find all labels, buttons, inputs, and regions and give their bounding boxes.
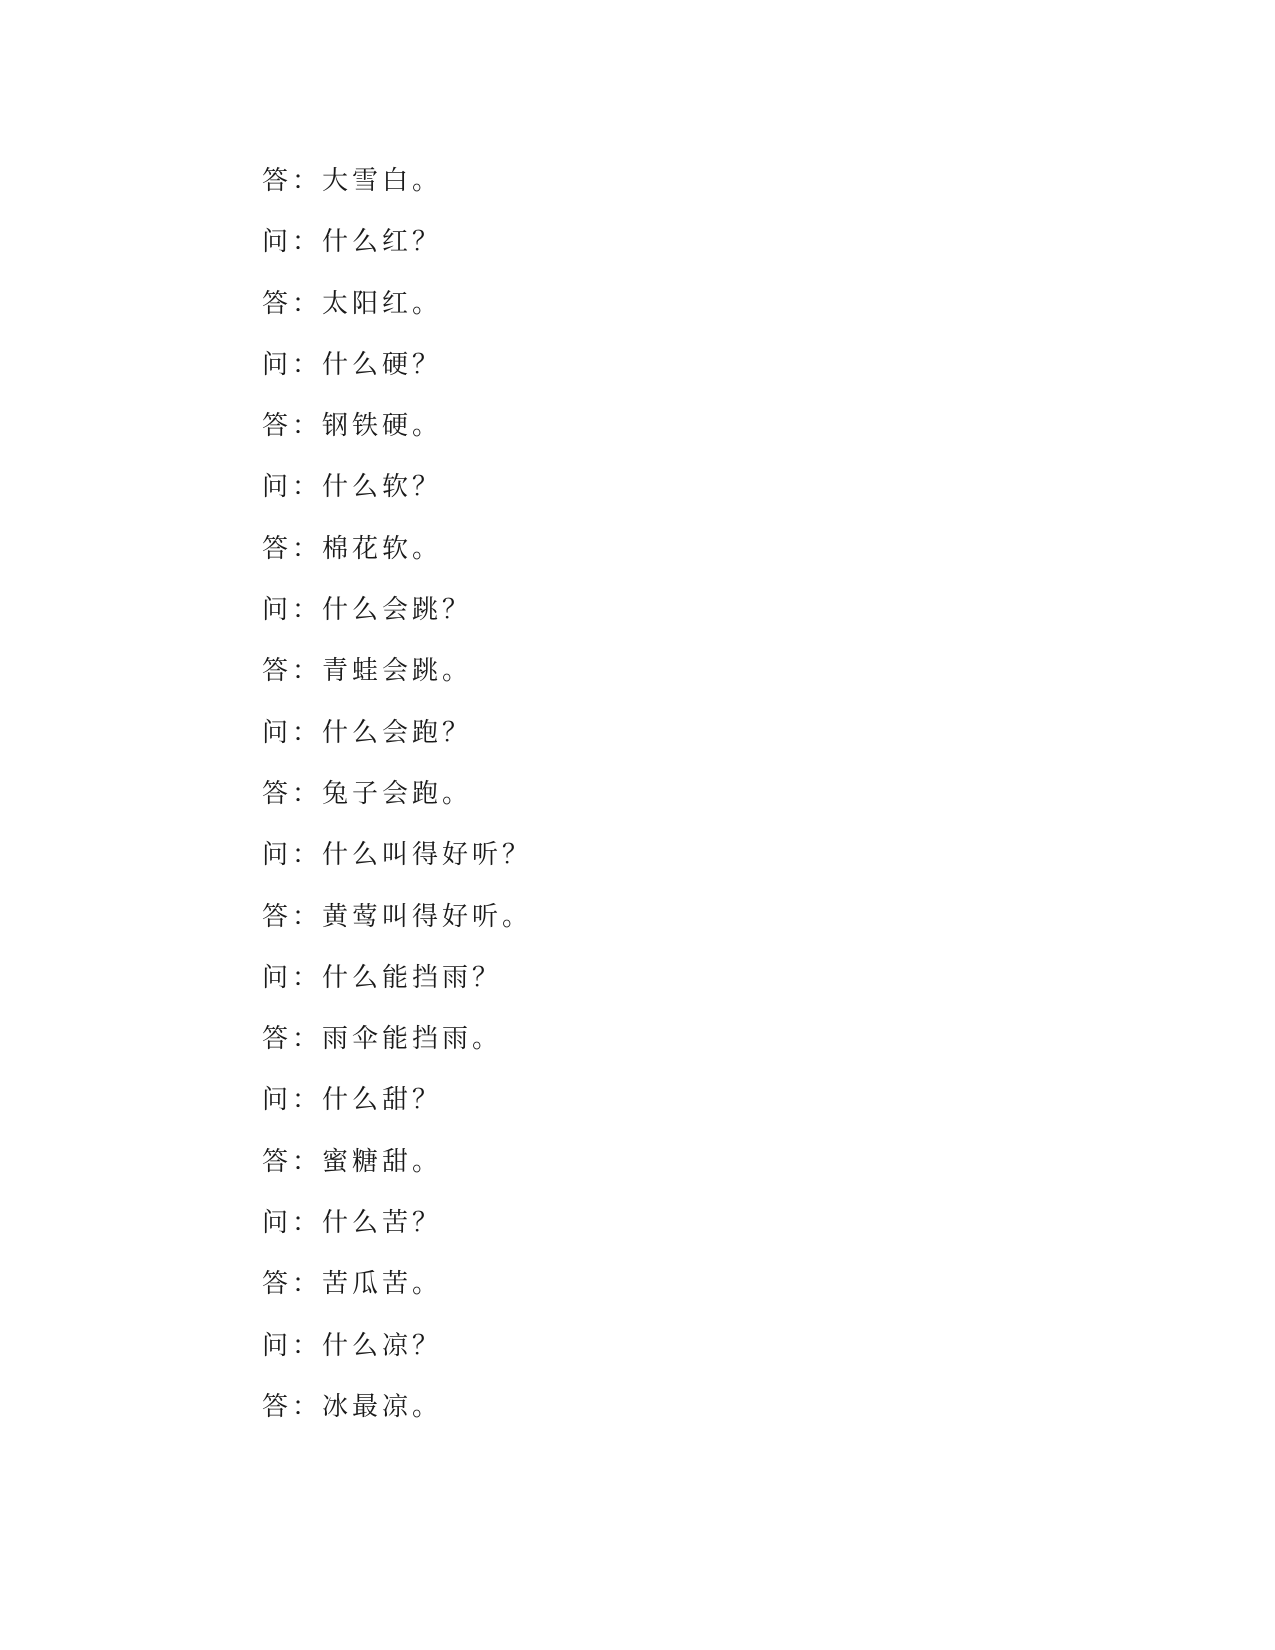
answer-line: 答：冰最凉。: [262, 1391, 443, 1422]
answer-line: 答：雨伞能挡雨。: [262, 1024, 503, 1055]
answer-line: 答：太阳红。: [262, 288, 443, 319]
question-line: 问：什么苦？: [262, 1208, 443, 1239]
question-line: 问：什么软？: [262, 472, 443, 503]
question-line: 问：什么能挡雨？: [262, 962, 503, 993]
question-line: 问：什么凉？: [262, 1330, 443, 1361]
question-line: 问：什么会跳？: [262, 595, 473, 626]
question-line: 问：什么红？: [262, 227, 443, 258]
answer-line: 答：钢铁硬。: [262, 411, 443, 442]
answer-line: 答：大雪白。: [262, 166, 443, 196]
qa-dialogue: [262, 166, 532, 1453]
answer-line: 答：兔子会跑。: [262, 778, 473, 809]
question-line: 问：什么会跑？: [262, 717, 473, 748]
answer-line: 答：青蛙会跳。: [262, 656, 473, 687]
answer-line: 答：蜜糖甜。: [262, 1146, 443, 1177]
answer-line: 答：黄莺叫得好听。: [262, 901, 533, 932]
question-line: 问：什么甜？: [262, 1085, 443, 1116]
answer-line: 答：苦瓜苦。: [262, 1269, 443, 1300]
question-line: 问：什么叫得好听？: [262, 840, 533, 871]
question-line: 问：什么硬？: [262, 349, 443, 380]
answer-line: 答：棉花软。: [262, 533, 443, 564]
